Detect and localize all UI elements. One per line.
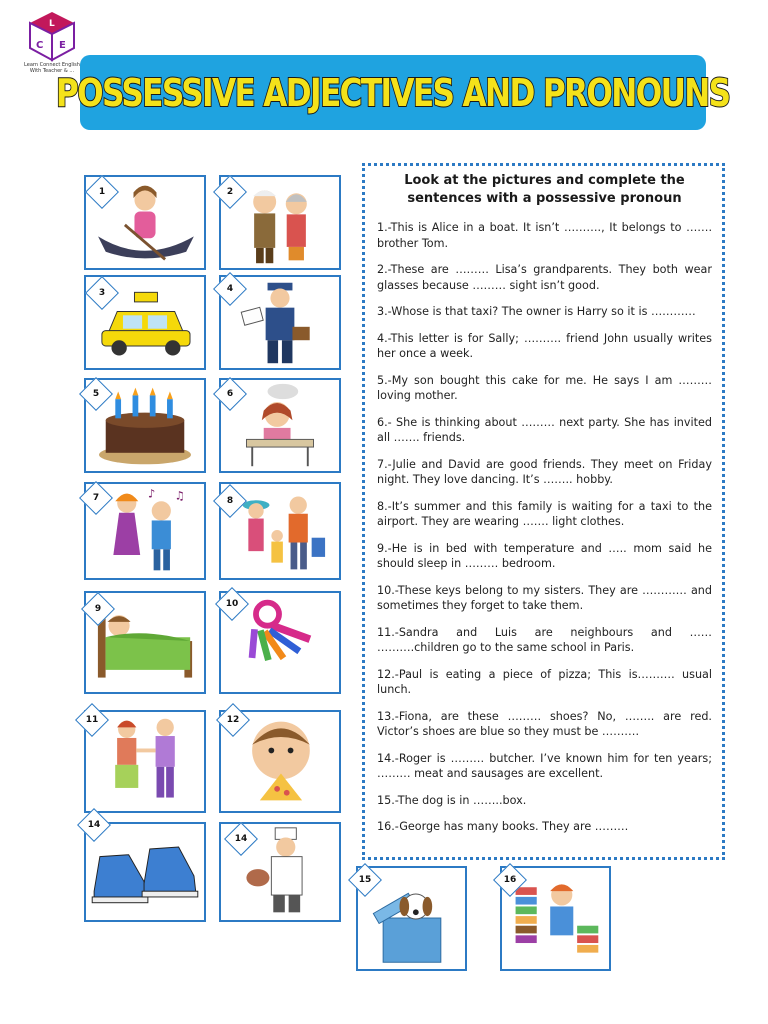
- sentence-7: 7.-Julie and David are good friends. They meet on Friday night. They love dancing. It’s …….. hobby.: [377, 457, 712, 486]
- exercise-title: [377, 172, 712, 208]
- exercise-title-line-1: Look at the pictures and complete the: [404, 173, 685, 188]
- sentence-13: 13.-Fiona, are these ……… shoes? No, …….. are red. Victor’s shoes are blue so they must be ……….: [377, 709, 712, 738]
- card-number-10: 10: [215, 587, 249, 621]
- sentence-2: 2.-These are ……… Lisa’s grandparents. They both wear glasses because ……… sight isn’t good.: [377, 263, 712, 292]
- sentence-10: 10.-These keys belong to my sisters. They are ………… and sometimes they forget to take them.: [377, 583, 712, 612]
- sentence-15: 15.-The dog is in ……..box.: [377, 793, 527, 807]
- card-number-6: 6: [213, 377, 247, 411]
- card-number-16: 16: [493, 863, 527, 897]
- sentence-1: 1.-This is Alice in a boat. It isn’t ………., It belongs to ……. brother Tom.: [377, 221, 712, 250]
- exercise-title-line-2: sentences with a possessive pronoun: [407, 191, 682, 206]
- cube-logo-icon: [22, 10, 82, 62]
- exercise-panel: [362, 163, 725, 860]
- svg-text:♫: ♫: [174, 488, 186, 503]
- card-number-5: 5: [79, 377, 113, 411]
- sentence-3: 3.-Whose is that taxi? The owner is Harry so it is …………: [377, 305, 696, 318]
- card-number-9: 9: [81, 592, 115, 626]
- page-title: POSSESSIVE ADJECTIVES AND PRONOUNS: [56, 70, 730, 115]
- card-number-11: 11: [75, 703, 109, 737]
- sneakers-icon: [86, 824, 204, 920]
- title-banner: [56, 55, 730, 130]
- logo-text: Learn Connect English With Teacher & ...: [24, 62, 80, 74]
- picture-card-13: [84, 822, 206, 922]
- card-number-4: 4: [213, 272, 247, 306]
- sentence-12: 12.-Paul is eating a piece of pizza; This is………. usual lunch.: [377, 667, 712, 696]
- card-number-15: 15: [348, 863, 382, 897]
- logo-letter-e: E: [59, 40, 66, 51]
- logo-letter-l: L: [49, 19, 55, 29]
- card-number-14: 14: [224, 822, 258, 856]
- card-number-7: 7: [79, 481, 113, 515]
- sentence-8: 8.-It’s summer and this family is waiting for a taxi to the airport. They are wearing ……. light clothes.: [377, 499, 712, 528]
- card-number-8: 8: [213, 484, 247, 518]
- sentence-14: 14.-Roger is ……… butcher. I’ve known him for ten years; ……… meat and sausages are excellent.: [377, 751, 712, 780]
- sentence-9: 9.-He is in bed with temperature and ….. mom said he should sleep in ……… bedroom.: [377, 541, 712, 570]
- site-logo: [22, 10, 82, 78]
- sentence-11: 11.-Sandra and Luis are neighbours and …… ……….children go to the same school in Paris.: [377, 625, 712, 654]
- svg-text:♪: ♪: [147, 486, 156, 501]
- sentence-16: 16.-George has many books. They are ………: [377, 820, 629, 833]
- card-number-2: 2: [213, 175, 247, 209]
- card-number-1: 1: [85, 175, 119, 209]
- card-number-12: 12: [216, 703, 250, 737]
- sentence-5: 5.-My son bought this cake for me. He says I am ……… loving mother.: [377, 373, 712, 402]
- sentence-4: 4.-This letter is for Sally; ………. friend John usually writes her once a week.: [377, 331, 712, 360]
- logo-letter-c: C: [36, 40, 44, 51]
- card-number-3: 3: [85, 276, 119, 310]
- card-number-13: 14: [77, 808, 111, 842]
- neighbours-icon: [86, 712, 204, 811]
- sentence-6: 6.- She is thinking about ……… next party. She has invited all ……. friends.: [377, 415, 712, 444]
